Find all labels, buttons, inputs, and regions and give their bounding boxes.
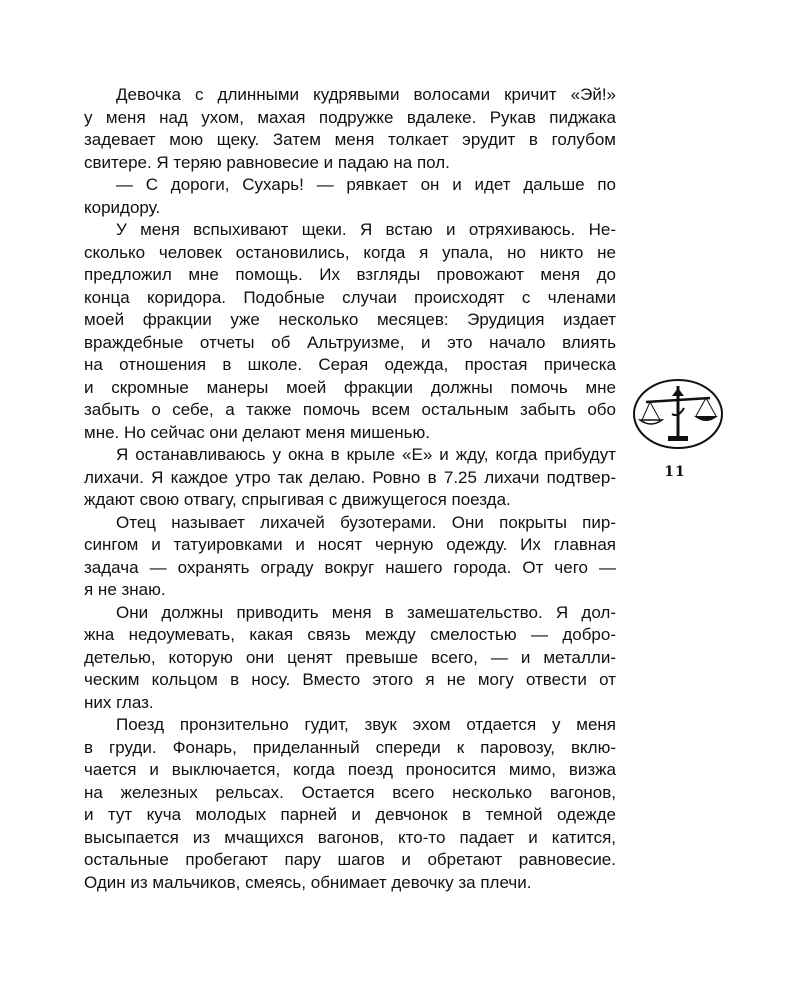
text-line: ческим кольцом в носу. Вместо этого я не могу отвести от: [84, 670, 616, 689]
text-line: задевает мою щеку. Затем меня толкает эрудит в голубом: [84, 130, 616, 149]
text-line: ждают свою отвагу, спрыгивая с движущегося поезда.: [84, 490, 511, 509]
text-line: предложил мне помощь. Их взгляды провожают меня до: [84, 265, 616, 284]
text-line: лихачи. Я каждое утро так делаю. Ровно в 7.25 лихачи подтвер-: [84, 467, 616, 487]
text-line: чается и выключается, когда поезд проносится мимо, визжа: [84, 760, 616, 779]
text-line: сингом и татуировками и носят черную одежду. Их главная: [84, 535, 616, 554]
body-text: [84, 84, 616, 894]
text-line: Поезд пронзительно гудит, звук эхом отдается у меня: [116, 715, 616, 734]
text-line: Они должны приводить меня в замешательство. Я дол-: [116, 602, 616, 622]
text-line: и тут куча молодых парней и девчонок в темной одежде: [84, 805, 616, 824]
text-line: Отец называет лихачей бузотерами. Они покрыты пир-: [116, 512, 616, 532]
text-line: высыпается из мчащихся вагонов, кто-то падает и катится,: [84, 827, 616, 847]
text-line: забыть о себе, а также помочь всем остальным забыть обо: [84, 400, 616, 419]
text-line: Девочка с длинными кудрявыми волосами кричит «Эй!»: [116, 85, 616, 104]
text-line: враждебные отчеты об Альтруизме, и это начало влиять: [84, 332, 616, 352]
text-line: детелью, которую они ценят превыше всего, — и металли-: [84, 647, 616, 667]
text-line: моей фракции уже несколько месяцев: Эрудиция издает: [84, 310, 616, 329]
text-line: конца коридора. Подобные случаи происходят с членами: [84, 287, 616, 307]
text-line: остальные пробегают пару шагов и обретают равновесие.: [84, 850, 616, 869]
text-line: Я останавливаюсь у окна в крыле «Е» и жду, когда прибудут: [116, 445, 616, 464]
text-line: и скромные манеры моей фракции должны помочь мне: [84, 377, 616, 397]
text-line: на отношения в школе. Серая одежда, простая прическа: [84, 355, 616, 374]
page-number: 11: [664, 464, 686, 480]
text-line: свитере. Я теряю равновесие и падаю на пол.: [84, 152, 450, 172]
text-line: сколько человек остановились, когда я упала, но никто не: [84, 242, 616, 262]
scales-emblem-icon: [632, 378, 724, 450]
text-line: У меня вспыхивают щеки. Я встаю и отряхиваюсь. Не-: [116, 220, 616, 239]
text-line: коридору.: [84, 197, 161, 217]
text-line: в груди. Фонарь, приделанный спереди к паровозу, вклю-: [84, 737, 616, 757]
text-line: жна недоумевать, какая связь между смелостью — добро-: [84, 625, 616, 644]
text-line: я не знаю.: [84, 580, 166, 599]
text-line: задача — охранять ограду вокруг нашего города. От чего —: [84, 557, 616, 577]
text-line: них глаз.: [84, 692, 154, 712]
text-line: Один из мальчиков, смеясь, обнимает девочку за плечи.: [84, 872, 532, 892]
text-line: — С дороги, Сухарь! — рявкает он и идет дальше по: [116, 175, 616, 194]
text-line: на железных рельсах. Остается всего несколько вагонов,: [84, 782, 616, 802]
text-line: мне. Но сейчас они делают меня мишенью.: [84, 422, 431, 442]
text-line: у меня над ухом, махая подружке вдалеке. Рукав пиджака: [84, 107, 616, 127]
